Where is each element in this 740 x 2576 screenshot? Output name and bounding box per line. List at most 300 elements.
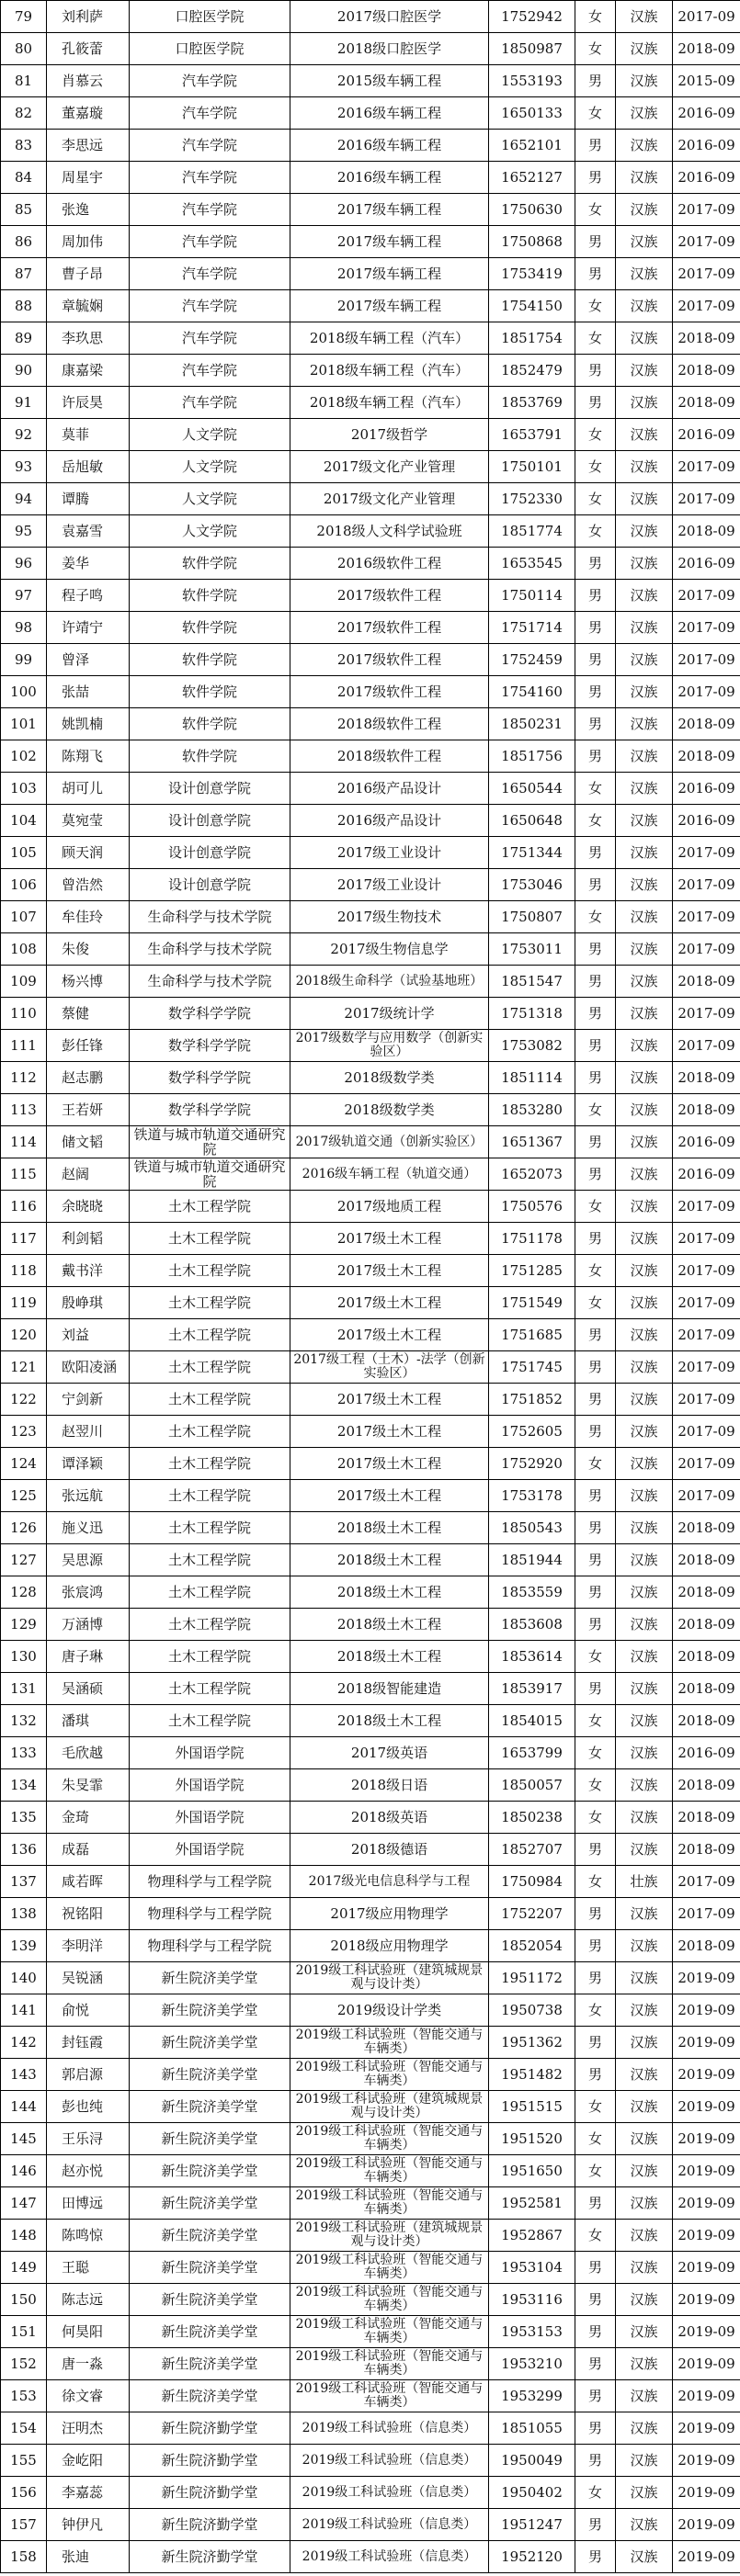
ethnicity-cell: 汉族	[616, 515, 673, 548]
ethnicity-cell: 壮族	[616, 1866, 673, 1898]
enrollment-date-cell: 2019-09	[673, 2316, 740, 2348]
college-cell: 汽车学院	[130, 65, 290, 97]
row-number-cell: 153	[1, 2380, 47, 2412]
gender-cell: 女	[575, 1641, 616, 1673]
student-id-cell: 1751745	[489, 1351, 575, 1384]
student-name-cell: 许靖宁	[47, 612, 130, 644]
row-number-cell: 123	[1, 1416, 47, 1448]
student-name-cell: 刘益	[47, 1319, 130, 1351]
student-id-cell: 1853280	[489, 1094, 575, 1126]
gender-cell: 男	[575, 1512, 616, 1544]
student-id-cell: 1851547	[489, 966, 575, 998]
table-row	[1, 1062, 740, 1094]
row-number-cell: 80	[1, 33, 47, 65]
row-number-cell: 134	[1, 1769, 47, 1802]
student-name-cell: 袁嘉雪	[47, 515, 130, 548]
gender-cell: 男	[575, 2316, 616, 2348]
ethnicity-cell: 汉族	[616, 2477, 673, 2509]
college-cell: 汽车学院	[130, 290, 290, 322]
college-cell: 新生院济美学堂	[130, 2220, 290, 2252]
class-major-cell: 2018级人文科学试验班	[290, 515, 489, 548]
ethnicity-cell: 汉族	[616, 740, 673, 773]
student-name-cell: 成磊	[47, 1834, 130, 1866]
class-major-cell: 2016级车辆工程	[290, 130, 489, 162]
row-number-cell: 111	[1, 1030, 47, 1062]
table-row	[1, 2380, 740, 2412]
college-cell: 软件学院	[130, 740, 290, 773]
class-major-cell: 2017级土木工程	[290, 1319, 489, 1351]
row-number-cell: 130	[1, 1641, 47, 1673]
row-number-cell: 81	[1, 65, 47, 97]
student-name-cell: 章毓娴	[47, 290, 130, 322]
gender-cell: 女	[575, 2123, 616, 2155]
table-row	[1, 483, 740, 515]
class-major-cell: 2018级日语	[290, 1769, 489, 1802]
student-name-cell: 万涵博	[47, 1609, 130, 1641]
college-cell: 设计创意学院	[130, 805, 290, 837]
college-cell: 软件学院	[130, 708, 290, 740]
gender-cell: 女	[575, 805, 616, 837]
student-id-cell: 1850987	[489, 33, 575, 65]
ethnicity-cell: 汉族	[616, 1609, 673, 1641]
student-name-cell: 何昊阳	[47, 2316, 130, 2348]
enrollment-date-cell: 2017-09	[673, 194, 740, 226]
table-row	[1, 548, 740, 580]
student-id-cell: 1751852	[489, 1384, 575, 1416]
college-cell: 铁道与城市轨道交通研究院	[130, 1158, 290, 1191]
row-number-cell: 120	[1, 1319, 47, 1351]
college-cell: 生命科学与技术学院	[130, 966, 290, 998]
row-number-cell: 112	[1, 1062, 47, 1094]
row-number-cell: 147	[1, 2187, 47, 2220]
student-id-cell: 1951520	[489, 2123, 575, 2155]
ethnicity-cell: 汉族	[616, 2316, 673, 2348]
table-row	[1, 2187, 740, 2220]
college-cell: 软件学院	[130, 612, 290, 644]
table-row	[1, 1834, 740, 1866]
gender-cell: 男	[575, 2059, 616, 2091]
student-id-cell: 1752942	[489, 1, 575, 33]
student-name-cell: 潘琪	[47, 1705, 130, 1737]
student-name-cell: 毛欣越	[47, 1737, 130, 1769]
ethnicity-cell: 汉族	[616, 65, 673, 97]
enrollment-date-cell: 2019-09	[673, 2348, 740, 2380]
table-row	[1, 1609, 740, 1641]
table-row	[1, 1384, 740, 1416]
table-row	[1, 1802, 740, 1834]
gender-cell: 女	[575, 1802, 616, 1834]
row-number-cell: 93	[1, 451, 47, 483]
class-major-cell: 2017级工业设计	[290, 869, 489, 901]
roster-body	[1, 1, 740, 2573]
enrollment-date-cell: 2019-09	[673, 2412, 740, 2445]
ethnicity-cell: 汉族	[616, 1705, 673, 1737]
gender-cell: 男	[575, 740, 616, 773]
college-cell: 新生院济美学堂	[130, 2284, 290, 2316]
gender-cell: 男	[575, 387, 616, 419]
college-cell: 新生院济美学堂	[130, 2123, 290, 2155]
student-id-cell: 1652073	[489, 1158, 575, 1191]
row-number-cell: 127	[1, 1544, 47, 1576]
class-major-cell: 2015级车辆工程	[290, 65, 489, 97]
row-number-cell: 107	[1, 901, 47, 933]
table-row	[1, 740, 740, 773]
student-id-cell: 1752920	[489, 1448, 575, 1480]
class-major-cell: 2018级德语	[290, 1834, 489, 1866]
table-row	[1, 2348, 740, 2380]
class-major-cell: 2017级地质工程	[290, 1191, 489, 1223]
college-cell: 设计创意学院	[130, 869, 290, 901]
student-name-cell: 李玖思	[47, 322, 130, 355]
gender-cell: 男	[575, 2412, 616, 2445]
table-row	[1, 515, 740, 548]
row-number-cell: 140	[1, 1962, 47, 1994]
student-name-cell: 张逸	[47, 194, 130, 226]
ethnicity-cell: 汉族	[616, 2412, 673, 2445]
student-name-cell: 许辰昊	[47, 387, 130, 419]
table-row	[1, 676, 740, 708]
gender-cell: 男	[575, 1319, 616, 1351]
gender-cell: 女	[575, 419, 616, 451]
ethnicity-cell: 汉族	[616, 2348, 673, 2380]
class-major-cell: 2018级土木工程	[290, 1576, 489, 1609]
ethnicity-cell: 汉族	[616, 644, 673, 676]
ethnicity-cell: 汉族	[616, 2027, 673, 2059]
student-name-cell: 李嘉蕊	[47, 2477, 130, 2509]
gender-cell: 女	[575, 773, 616, 805]
enrollment-date-cell: 2018-09	[673, 1094, 740, 1126]
student-name-cell: 姚凯楠	[47, 708, 130, 740]
gender-cell: 男	[575, 2380, 616, 2412]
college-cell: 新生院济勤学堂	[130, 2412, 290, 2445]
gender-cell: 男	[575, 2445, 616, 2477]
class-major-cell: 2017级土木工程	[290, 1416, 489, 1448]
row-number-cell: 106	[1, 869, 47, 901]
enrollment-date-cell: 2016-09	[673, 1126, 740, 1158]
table-row	[1, 1287, 740, 1319]
ethnicity-cell: 汉族	[616, 258, 673, 290]
student-id-cell: 1950049	[489, 2445, 575, 2477]
table-row	[1, 2027, 740, 2059]
class-major-cell: 2016级产品设计	[290, 773, 489, 805]
student-id-cell: 1751344	[489, 837, 575, 869]
student-name-cell: 周星宇	[47, 162, 130, 194]
student-name-cell: 咸若晖	[47, 1866, 130, 1898]
gender-cell: 女	[575, 1, 616, 33]
ethnicity-cell: 汉族	[616, 1962, 673, 1994]
student-name-cell: 金屹阳	[47, 2445, 130, 2477]
enrollment-date-cell: 2017-09	[673, 933, 740, 966]
gender-cell: 男	[575, 933, 616, 966]
student-name-cell: 陈翔飞	[47, 740, 130, 773]
college-cell: 新生院济勤学堂	[130, 2477, 290, 2509]
table-row	[1, 2252, 740, 2284]
row-number-cell: 131	[1, 1673, 47, 1705]
ethnicity-cell: 汉族	[616, 2541, 673, 2573]
ethnicity-cell: 汉族	[616, 1834, 673, 1866]
class-major-cell: 2018级口腔医学	[290, 33, 489, 65]
student-id-cell: 1851944	[489, 1544, 575, 1576]
ethnicity-cell: 汉族	[616, 1062, 673, 1094]
student-name-cell: 唐子琳	[47, 1641, 130, 1673]
row-number-cell: 150	[1, 2284, 47, 2316]
gender-cell: 男	[575, 2541, 616, 2573]
enrollment-date-cell: 2018-09	[673, 1673, 740, 1705]
student-id-cell: 1851754	[489, 322, 575, 355]
class-major-cell: 2016级车辆工程	[290, 97, 489, 130]
class-major-cell: 2019级工科试验班（智能交通与车辆类）	[290, 2348, 489, 2380]
ethnicity-cell: 汉族	[616, 97, 673, 130]
enrollment-date-cell: 2019-09	[673, 2252, 740, 2284]
table-row	[1, 612, 740, 644]
gender-cell: 男	[575, 1544, 616, 1576]
row-number-cell: 115	[1, 1158, 47, 1191]
ethnicity-cell: 汉族	[616, 1480, 673, 1512]
gender-cell: 女	[575, 1448, 616, 1480]
student-name-cell: 周加伟	[47, 226, 130, 258]
student-id-cell: 1751178	[489, 1223, 575, 1255]
enrollment-date-cell: 2018-09	[673, 1609, 740, 1641]
student-name-cell: 肖慕云	[47, 65, 130, 97]
class-major-cell: 2019级工科试验班（智能交通与车辆类）	[290, 2059, 489, 2091]
gender-cell: 女	[575, 1255, 616, 1287]
gender-cell: 女	[575, 2477, 616, 2509]
ethnicity-cell: 汉族	[616, 2187, 673, 2220]
class-major-cell: 2018级车辆工程（汽车）	[290, 322, 489, 355]
ethnicity-cell: 汉族	[616, 805, 673, 837]
enrollment-date-cell: 2019-09	[673, 2509, 740, 2541]
student-name-cell: 田博远	[47, 2187, 130, 2220]
enrollment-date-cell: 2018-09	[673, 1834, 740, 1866]
enrollment-date-cell: 2017-09	[673, 1384, 740, 1416]
class-major-cell: 2017级数学与应用数学（创新实验区）	[290, 1030, 489, 1062]
table-row	[1, 226, 740, 258]
class-major-cell: 2019级工科试验班（智能交通与车辆类）	[290, 2187, 489, 2220]
gender-cell: 男	[575, 1673, 616, 1705]
ethnicity-cell: 汉族	[616, 162, 673, 194]
row-number-cell: 95	[1, 515, 47, 548]
student-id-cell: 1851114	[489, 1062, 575, 1094]
gender-cell: 男	[575, 548, 616, 580]
row-number-cell: 121	[1, 1351, 47, 1384]
class-major-cell: 2019级工科试验班（智能交通与车辆类）	[290, 2316, 489, 2348]
class-major-cell: 2017级轨道交通（创新实验区）	[290, 1126, 489, 1158]
gender-cell: 男	[575, 1062, 616, 1094]
student-name-cell: 程子鸣	[47, 580, 130, 612]
table-row	[1, 2155, 740, 2187]
gender-cell: 男	[575, 1930, 616, 1962]
row-number-cell: 101	[1, 708, 47, 740]
ethnicity-cell: 汉族	[616, 2059, 673, 2091]
student-name-cell: 徐文睿	[47, 2380, 130, 2412]
student-id-cell: 1653791	[489, 419, 575, 451]
table-row	[1, 1866, 740, 1898]
gender-cell: 男	[575, 1576, 616, 1609]
class-major-cell: 2018级土木工程	[290, 1609, 489, 1641]
row-number-cell: 113	[1, 1094, 47, 1126]
enrollment-date-cell: 2017-09	[673, 1287, 740, 1319]
student-name-cell: 岳旭敏	[47, 451, 130, 483]
student-name-cell: 王乐浔	[47, 2123, 130, 2155]
ethnicity-cell: 汉族	[616, 1641, 673, 1673]
enrollment-date-cell: 2017-09	[673, 1898, 740, 1930]
student-id-cell: 1852054	[489, 1930, 575, 1962]
ethnicity-cell: 汉族	[616, 1384, 673, 1416]
class-major-cell: 2018级土木工程	[290, 1544, 489, 1576]
college-cell: 新生院济美学堂	[130, 2316, 290, 2348]
enrollment-date-cell: 2018-09	[673, 1930, 740, 1962]
gender-cell: 女	[575, 2091, 616, 2123]
enrollment-date-cell: 2019-09	[673, 2123, 740, 2155]
ethnicity-cell: 汉族	[616, 290, 673, 322]
table-row	[1, 355, 740, 387]
student-name-cell: 胡可儿	[47, 773, 130, 805]
row-number-cell: 82	[1, 97, 47, 130]
enrollment-date-cell: 2017-09	[673, 1223, 740, 1255]
college-cell: 汽车学院	[130, 162, 290, 194]
student-name-cell: 曹子昂	[47, 258, 130, 290]
row-number-cell: 124	[1, 1448, 47, 1480]
ethnicity-cell: 汉族	[616, 2155, 673, 2187]
enrollment-date-cell: 2017-09	[673, 1351, 740, 1384]
row-number-cell: 90	[1, 355, 47, 387]
enrollment-date-cell: 2017-09	[673, 290, 740, 322]
student-name-cell: 吴锐涵	[47, 1962, 130, 1994]
enrollment-date-cell: 2018-09	[673, 1062, 740, 1094]
table-row	[1, 419, 740, 451]
student-id-cell: 1953299	[489, 2380, 575, 2412]
gender-cell: 男	[575, 226, 616, 258]
student-id-cell: 1853917	[489, 1673, 575, 1705]
college-cell: 土木工程学院	[130, 1191, 290, 1223]
enrollment-date-cell: 2019-09	[673, 2059, 740, 2091]
table-row	[1, 1255, 740, 1287]
enrollment-date-cell: 2018-09	[673, 1576, 740, 1609]
table-row	[1, 644, 740, 676]
student-name-cell: 莫宛莹	[47, 805, 130, 837]
college-cell: 土木工程学院	[130, 1705, 290, 1737]
table-row	[1, 2123, 740, 2155]
student-name-cell: 张宸鸿	[47, 1576, 130, 1609]
class-major-cell: 2017级文化产业管理	[290, 451, 489, 483]
student-id-cell: 1650133	[489, 97, 575, 130]
college-cell: 新生院济勤学堂	[130, 2509, 290, 2541]
row-number-cell: 102	[1, 740, 47, 773]
student-name-cell: 赵翌川	[47, 1416, 130, 1448]
enrollment-date-cell: 2018-09	[673, 1705, 740, 1737]
ethnicity-cell: 汉族	[616, 773, 673, 805]
student-id-cell: 1952120	[489, 2541, 575, 2573]
gender-cell: 男	[575, 966, 616, 998]
ethnicity-cell: 汉族	[616, 1223, 673, 1255]
college-cell: 数学科学学院	[130, 1062, 290, 1094]
college-cell: 新生院济美学堂	[130, 1962, 290, 1994]
student-name-cell: 朱旻霏	[47, 1769, 130, 1802]
student-name-cell: 俞悦	[47, 1994, 130, 2027]
ethnicity-cell: 汉族	[616, 33, 673, 65]
class-major-cell: 2019级工科试验班（智能交通与车辆类）	[290, 2155, 489, 2187]
enrollment-date-cell: 2019-09	[673, 2091, 740, 2123]
college-cell: 土木工程学院	[130, 1641, 290, 1673]
enrollment-date-cell: 2018-09	[673, 1512, 740, 1544]
student-id-cell: 1751714	[489, 612, 575, 644]
gender-cell: 男	[575, 1898, 616, 1930]
ethnicity-cell: 汉族	[616, 1351, 673, 1384]
table-row	[1, 451, 740, 483]
student-id-cell: 1650544	[489, 773, 575, 805]
class-major-cell: 2017级文化产业管理	[290, 483, 489, 515]
student-name-cell: 董嘉璇	[47, 97, 130, 130]
student-name-cell: 彭也纯	[47, 2091, 130, 2123]
table-row	[1, 1158, 740, 1191]
student-name-cell: 封钰霞	[47, 2027, 130, 2059]
college-cell: 新生院济美学堂	[130, 1994, 290, 2027]
enrollment-date-cell: 2019-09	[673, 2284, 740, 2316]
table-row	[1, 1962, 740, 1994]
college-cell: 物理科学与工程学院	[130, 1866, 290, 1898]
ethnicity-cell: 汉族	[616, 933, 673, 966]
college-cell: 土木工程学院	[130, 1287, 290, 1319]
gender-cell: 男	[575, 2187, 616, 2220]
college-cell: 软件学院	[130, 580, 290, 612]
student-id-cell: 1953210	[489, 2348, 575, 2380]
row-number-cell: 85	[1, 194, 47, 226]
class-major-cell: 2019级设计学类	[290, 1994, 489, 2027]
class-major-cell: 2017级车辆工程	[290, 194, 489, 226]
student-name-cell: 戴书洋	[47, 1255, 130, 1287]
table-row	[1, 2059, 740, 2091]
row-number-cell: 125	[1, 1480, 47, 1512]
student-id-cell: 1853614	[489, 1641, 575, 1673]
gender-cell: 男	[575, 644, 616, 676]
student-name-cell: 杨兴博	[47, 966, 130, 998]
student-id-cell: 1753046	[489, 869, 575, 901]
class-major-cell: 2017级土木工程	[290, 1480, 489, 1512]
ethnicity-cell: 汉族	[616, 869, 673, 901]
row-number-cell: 91	[1, 387, 47, 419]
row-number-cell: 148	[1, 2220, 47, 2252]
row-number-cell: 143	[1, 2059, 47, 2091]
student-id-cell: 1652127	[489, 162, 575, 194]
gender-cell: 男	[575, 580, 616, 612]
college-cell: 汽车学院	[130, 322, 290, 355]
ethnicity-cell: 汉族	[616, 1769, 673, 1802]
enrollment-date-cell: 2018-09	[673, 322, 740, 355]
table-row	[1, 1319, 740, 1351]
student-id-cell: 1951515	[489, 2091, 575, 2123]
gender-cell: 女	[575, 97, 616, 130]
college-cell: 新生院济美学堂	[130, 2091, 290, 2123]
ethnicity-cell: 汉族	[616, 1802, 673, 1834]
student-name-cell: 王若妍	[47, 1094, 130, 1126]
ethnicity-cell: 汉族	[616, 1737, 673, 1769]
enrollment-date-cell: 2017-09	[673, 1255, 740, 1287]
student-id-cell: 1750807	[489, 901, 575, 933]
student-id-cell: 1653545	[489, 548, 575, 580]
table-row	[1, 65, 740, 97]
college-cell: 数学科学学院	[130, 998, 290, 1030]
college-cell: 土木工程学院	[130, 1351, 290, 1384]
gender-cell: 女	[575, 483, 616, 515]
table-row	[1, 1126, 740, 1158]
table-row	[1, 194, 740, 226]
class-major-cell: 2019级工科试验班（建筑城规景观与设计类）	[290, 1962, 489, 1994]
class-major-cell: 2017级土木工程	[290, 1384, 489, 1416]
row-number-cell: 136	[1, 1834, 47, 1866]
student-id-cell: 1650648	[489, 805, 575, 837]
class-major-cell: 2018级车辆工程（汽车）	[290, 355, 489, 387]
gender-cell: 男	[575, 612, 616, 644]
